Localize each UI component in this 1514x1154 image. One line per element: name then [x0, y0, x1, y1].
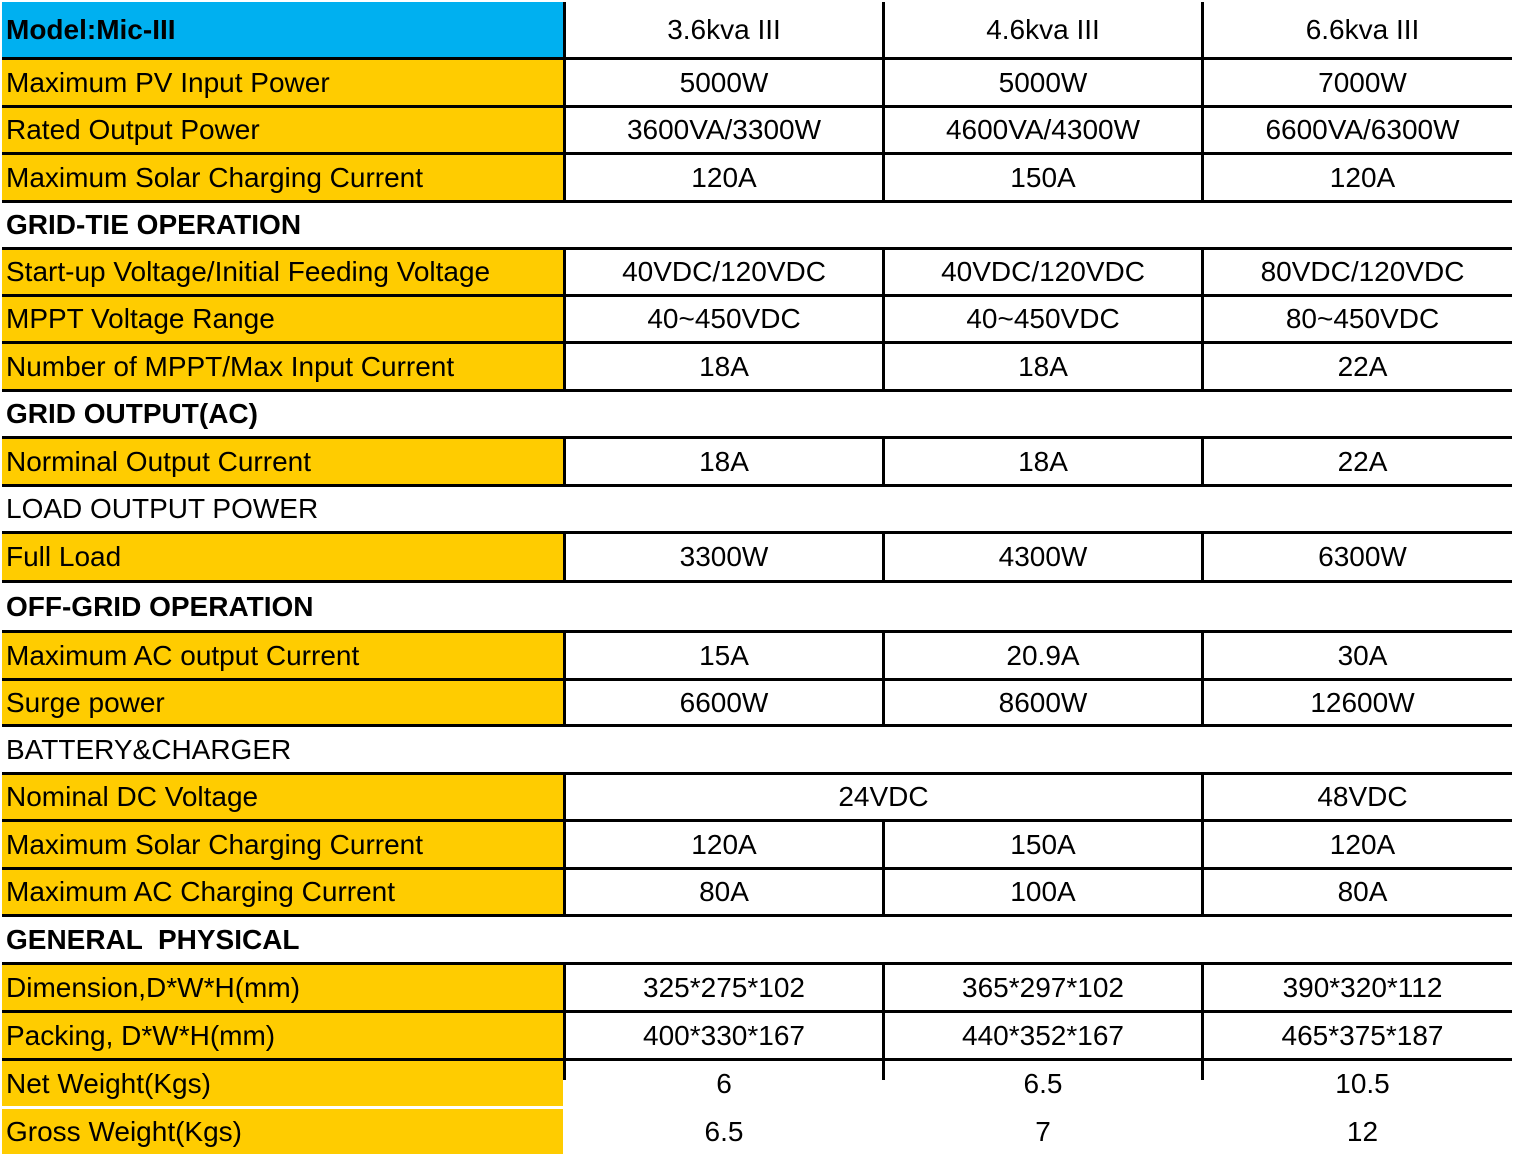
section-header-off-grid: OFF-GRID OPERATION — [2, 583, 1514, 630]
table-cell: 40VDC/120VDC — [885, 250, 1201, 294]
table-cell: 18A — [566, 344, 882, 389]
table-cell: 6.5 — [566, 1109, 882, 1154]
row-label-startup-voltage: Start-up Voltage/Initial Feeding Voltage — [2, 250, 563, 294]
row-label-surge-power: Surge power — [2, 681, 563, 724]
section-header-load-output: LOAD OUTPUT POWER — [2, 487, 1514, 531]
table-cell: 325*275*102 — [566, 965, 882, 1010]
row-label-max-solar-charging-current: Maximum Solar Charging Current — [2, 155, 563, 200]
table-cell: 40~450VDC — [566, 297, 882, 341]
table-cell: 80VDC/120VDC — [1204, 250, 1514, 294]
table-cell: 3600VA/3300W — [566, 108, 882, 152]
table-cell: 120A — [566, 155, 882, 200]
table-cell: 4600VA/4300W — [885, 108, 1201, 152]
table-cell: 40VDC/120VDC — [566, 250, 882, 294]
row-label-gross-weight: Gross Weight(Kgs) — [2, 1109, 563, 1154]
row-label-max-pv-input-power: Maximum PV Input Power — [2, 60, 563, 105]
table-cell: 6 — [566, 1061, 882, 1106]
row-label-max-ac-output-current: Maximum AC output Current — [2, 633, 563, 678]
table-cell: 48VDC — [1204, 775, 1514, 819]
row-label-mppt-voltage-range: MPPT Voltage Range — [2, 297, 563, 341]
table-cell: 10.5 — [1204, 1061, 1514, 1106]
table-cell: 30A — [1204, 633, 1514, 678]
section-header-battery-charger: BATTERY&CHARGER — [2, 727, 1514, 772]
table-cell: 20.9A — [885, 633, 1201, 678]
spec-table — [2, 2, 1512, 1147]
table-cell: 7 — [885, 1109, 1201, 1154]
table-cell: 22A — [1204, 439, 1514, 484]
table-cell: 18A — [885, 344, 1201, 389]
table-cell: 18A — [566, 439, 882, 484]
table-cell: 22A — [1204, 344, 1514, 389]
section-header-grid-output: GRID OUTPUT(AC) — [2, 392, 1514, 436]
model-header: Model:Mic-III — [2, 2, 563, 57]
table-cell: 465*375*187 — [1204, 1013, 1514, 1058]
row-label-rated-output-power: Rated Output Power — [2, 108, 563, 152]
table-cell: 8600W — [885, 681, 1201, 724]
table-cell: 40~450VDC — [885, 297, 1201, 341]
table-cell: 6300W — [1204, 534, 1514, 580]
table-cell: 120A — [1204, 822, 1514, 867]
table-cell: 440*352*167 — [885, 1013, 1201, 1058]
table-cell: 12 — [1204, 1109, 1514, 1154]
row-label-number-of-mppt: Number of MPPT/Max Input Current — [2, 344, 563, 389]
table-cell: 5000W — [566, 60, 882, 105]
table-cell: 120A — [566, 822, 882, 867]
table-cell: 80A — [1204, 870, 1514, 914]
table-cell: 6.5 — [885, 1061, 1201, 1106]
column-header-4-6kva: 4.6kva III — [885, 2, 1201, 57]
table-cell: 400*330*167 — [566, 1013, 882, 1058]
row-label-max-ac-charging-current: Maximum AC Charging Current — [2, 870, 563, 914]
column-header-6-6kva: 6.6kva III — [1204, 2, 1514, 57]
row-label-dimension: Dimension,D*W*H(mm) — [2, 965, 563, 1010]
row-label-max-solar-charging-current-2: Maximum Solar Charging Current — [2, 822, 563, 867]
table-cell: 18A — [885, 439, 1201, 484]
table-cell: 100A — [885, 870, 1201, 914]
section-header-grid-tie: GRID-TIE OPERATION — [2, 203, 1514, 247]
table-cell: 15A — [566, 633, 882, 678]
table-cell: 4300W — [885, 534, 1201, 580]
table-cell-merged: 24VDC — [566, 775, 1201, 819]
row-label-nominal-dc-voltage: Nominal DC Voltage — [2, 775, 563, 819]
table-cell: 6600VA/6300W — [1204, 108, 1514, 152]
table-cell: 365*297*102 — [885, 965, 1201, 1010]
table-cell: 3300W — [566, 534, 882, 580]
table-cell: 390*320*112 — [1204, 965, 1514, 1010]
row-label-nominal-output-current: Norminal Output Current — [2, 439, 563, 484]
row-label-packing: Packing, D*W*H(mm) — [2, 1013, 563, 1058]
table-cell: 120A — [1204, 155, 1514, 200]
table-cell: 7000W — [1204, 60, 1514, 105]
table-cell: 5000W — [885, 60, 1201, 105]
table-cell: 6600W — [566, 681, 882, 724]
row-label-net-weight: Net Weight(Kgs) — [2, 1061, 563, 1106]
table-cell: 12600W — [1204, 681, 1514, 724]
table-cell: 150A — [885, 155, 1201, 200]
column-header-3-6kva: 3.6kva III — [566, 2, 882, 57]
table-cell: 150A — [885, 822, 1201, 867]
table-cell: 80A — [566, 870, 882, 914]
row-label-full-load: Full Load — [2, 534, 563, 580]
table-cell: 80~450VDC — [1204, 297, 1514, 341]
section-header-general-physical: GENERAL PHYSICAL — [2, 917, 1514, 962]
